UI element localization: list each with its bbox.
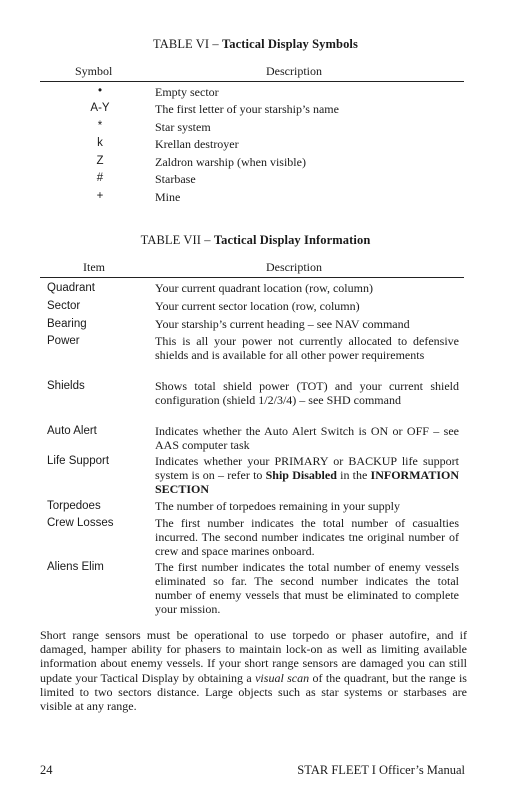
symbol-cell: Z	[96, 155, 104, 167]
table-vi-rule	[40, 81, 464, 82]
description-cell: This is all your power not currently allocated to defensive shields and is available for all other power requirements	[155, 334, 459, 362]
paragraph-text: of the quadrant, but the range is limited to two sectors distance. Large objects such as star systems or starbases are visible at any range.	[40, 670, 467, 714]
table-row	[0, 137, 511, 154]
manual-title: STAR FLEET I Officer’s Manual	[297, 763, 465, 777]
col-description-header: Description	[266, 260, 322, 274]
description-cell: Star system	[155, 120, 211, 134]
paragraph-text: Short range sensors must be operational to use torpedo or phaser autofire, and if damaged, hamper ability for phasers to maintain lock-on as well as limiting available information about enemy vessels. If your short range sensors are damaged you can still update your Tactical Display by obtaining a	[40, 628, 467, 685]
symbol-cell: *	[97, 120, 103, 132]
description-bold: INFORMATION SECTION	[155, 468, 459, 496]
description-cell: Starbase	[155, 172, 196, 186]
table-row	[0, 172, 511, 189]
table-row	[0, 102, 511, 119]
description-cell: Your starship’s current heading – see NAV command	[155, 317, 410, 331]
description-cell: Indicates whether the Auto Alert Switch is ON or OFF – see AAS computer task	[155, 424, 459, 452]
paragraph-italic: visual scan	[255, 670, 310, 685]
description-cell: Shows total shield power (TOT) and your current shield configuration (shield 1/2/3/4) – see SHD command	[155, 379, 459, 407]
table-row	[0, 190, 511, 207]
item-cell: Bearing	[47, 318, 87, 330]
symbol-cell: A-Y	[90, 102, 110, 114]
item-cell: Crew Losses	[47, 517, 114, 529]
body-paragraph	[40, 628, 467, 713]
item-cell: Shields	[47, 380, 85, 392]
description-cell: Your current quadrant location (row, column)	[155, 281, 373, 295]
symbol-cell: k	[97, 137, 103, 149]
description-cell: The first number indicates the total number of casualties incurred. The second number indicates tne original number of crew and space marines onboard.	[155, 516, 459, 558]
table-row	[0, 85, 511, 102]
symbol-cell: +	[96, 190, 104, 202]
col-item-header: Item	[83, 260, 105, 274]
description-bold: Ship Disabled	[265, 468, 337, 482]
symbol-cell: •	[97, 85, 103, 97]
description-cell: The first number indicates the total number of enemy vessels eliminated so far. The second number indicates the total number of enemy vessels that must be eliminated to complete your mission.	[155, 560, 459, 616]
item-cell: Life Support	[47, 455, 110, 467]
symbol-cell: #	[96, 172, 104, 184]
table-row	[0, 155, 511, 172]
page-number: 24	[40, 763, 53, 777]
col-description-header: Description	[266, 64, 322, 78]
description-cell: Your current sector location (row, column)	[155, 299, 360, 313]
table-vi-title	[0, 37, 511, 52]
table-vi-title-bold: Tactical Display Symbols	[221, 37, 358, 51]
item-cell: Power	[47, 335, 80, 347]
description-cell: Krellan destroyer	[155, 137, 239, 151]
item-cell: Auto Alert	[47, 425, 97, 437]
item-cell: Sector	[47, 300, 81, 312]
table-vii-title	[0, 233, 511, 248]
table-row	[0, 120, 511, 137]
description-text: in the	[336, 468, 371, 482]
table-vii-title-prefix: TABLE VII –	[140, 233, 214, 247]
description-text: Indicates whether your PRIMARY or BACKUP life support system is on – refer to	[155, 454, 459, 482]
description-cell: Zaldron warship (when visible)	[155, 155, 306, 169]
description-cell: Empty sector	[155, 85, 219, 99]
table-vii-rule	[40, 277, 464, 278]
description-cell: Mine	[155, 190, 181, 204]
description-cell: The first letter of your starship’s name	[155, 102, 339, 116]
item-cell: Quadrant	[47, 282, 95, 294]
item-cell: Torpedoes	[47, 500, 101, 512]
table-vi-title-prefix: TABLE VI –	[153, 37, 222, 51]
description-cell: The number of torpedoes remaining in your supply	[155, 499, 400, 513]
table-vii-title-bold: Tactical Display Information	[213, 233, 371, 247]
col-symbol-header: Symbol	[75, 64, 113, 78]
item-cell: Aliens Elim	[47, 561, 104, 573]
description-cell	[155, 454, 459, 496]
